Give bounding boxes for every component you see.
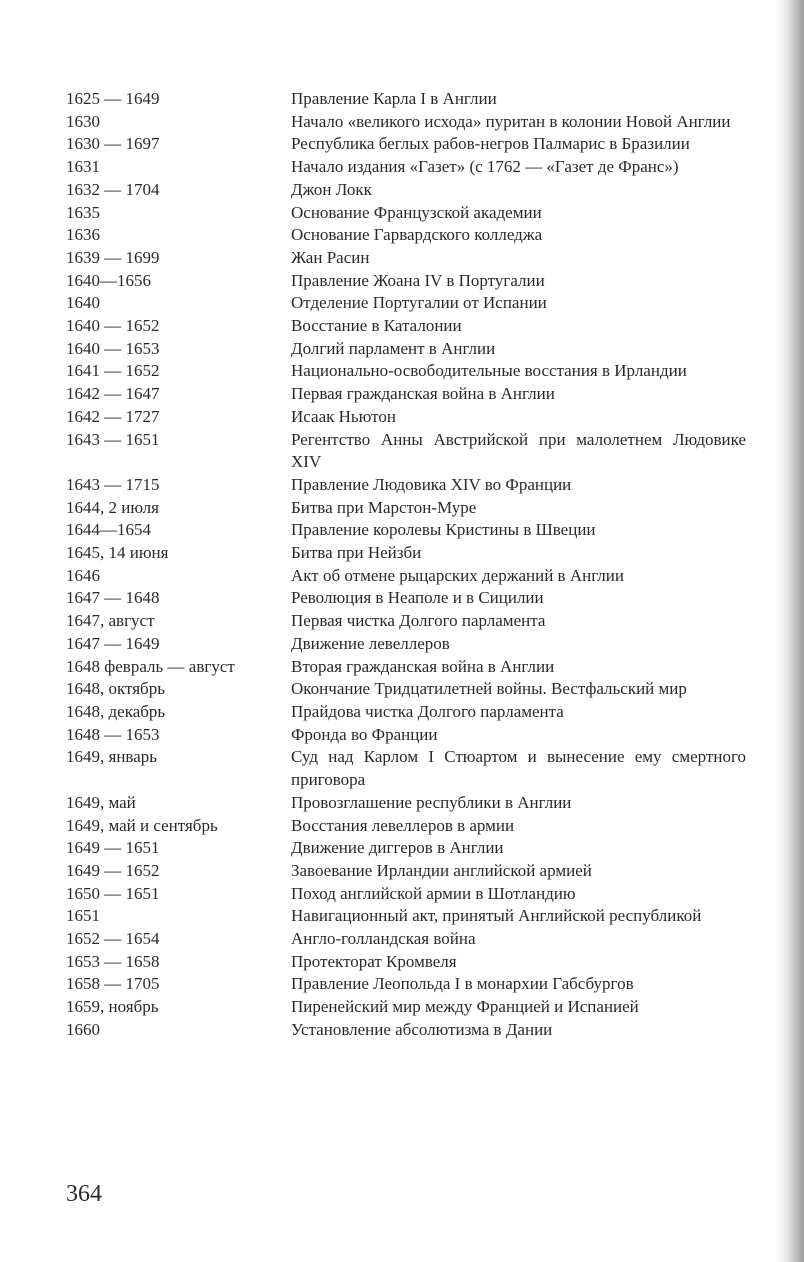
entry-event: Революция в Неаполе и в Сицилии	[291, 588, 544, 608]
entry-date: 1636	[66, 225, 100, 245]
entry-date: 1652 — 1654	[66, 929, 160, 949]
entry-date: 1648 — 1653	[66, 724, 160, 744]
entry-event: Движение левеллеров	[291, 633, 450, 653]
entry-date: 1644, 2 июля	[66, 497, 159, 517]
entry-date: 1649, май и сентябрь	[66, 815, 218, 835]
entry-event: Вторая гражданская война в Англии	[291, 656, 555, 676]
entry-date: 1632 — 1704	[66, 179, 160, 199]
entry-event: Провозглашение республики в Англии	[291, 792, 572, 812]
chronology-entry	[66, 474, 746, 497]
chronology-entry	[66, 701, 746, 724]
chronology-entry	[66, 587, 746, 610]
entry-event: Основание Французской академии	[291, 202, 542, 222]
entry-date: 1648, октябрь	[66, 679, 165, 699]
entry-date: 1649 — 1652	[66, 860, 160, 880]
chronology-entry	[66, 815, 746, 838]
entry-event: Правление Леопольда I в монархии Габсбургов	[291, 974, 634, 994]
entry-date: 1630 — 1697	[66, 134, 160, 154]
entry-date: 1644—1654	[66, 520, 151, 540]
page-number: 364	[66, 1181, 102, 1207]
entry-date: 1642 — 1647	[66, 384, 160, 404]
chronology-entry	[66, 792, 746, 815]
entry-event: Республика беглых рабов-негров Палмарис в Бразилии	[291, 134, 690, 154]
entry-event: Фронда во Франции	[291, 724, 438, 744]
entry-event: Первая чистка Долгого парламента	[291, 611, 546, 631]
entry-date: 1660	[66, 1019, 100, 1039]
entry-date: 1625 — 1649	[66, 89, 160, 108]
chronology-entry	[66, 292, 746, 315]
chronology-entry	[66, 224, 746, 247]
entry-event: Пиренейский мир между Францией и Испанией	[291, 997, 639, 1017]
entry-date: 1640 — 1652	[66, 316, 160, 336]
entry-date: 1639 — 1699	[66, 247, 160, 267]
entry-date: 1651	[66, 906, 100, 926]
entry-event: Исаак Ньютон	[291, 406, 396, 426]
entry-date: 1643 — 1651	[66, 429, 160, 449]
chronology-entry	[66, 519, 746, 542]
entry-event: Начало «великого исхода» пуритан в колонии Новой Англии	[291, 111, 731, 131]
entry-date: 1630	[66, 111, 100, 131]
entry-event: Правление Людовика XIV во Франции	[291, 474, 572, 494]
entry-event: Первая гражданская война в Англии	[291, 384, 555, 404]
chronology-entry	[66, 1019, 746, 1042]
chronology-entry	[66, 88, 746, 111]
chronology-entry	[66, 406, 746, 429]
chronology-entry	[66, 837, 746, 860]
entry-date: 1653 — 1658	[66, 951, 160, 971]
entry-date: 1658 — 1705	[66, 974, 160, 994]
entry-event: Суд над Карлом I Стюартом и вынесение ему смертного приговора	[291, 747, 746, 790]
entry-event: Жан Расин	[291, 247, 370, 267]
chronology-entry	[66, 746, 746, 791]
chronology-entry	[66, 656, 746, 679]
chronology-entry	[66, 383, 746, 406]
entry-event: Битва при Марстон-Муре	[291, 497, 477, 517]
chronology-entry	[66, 270, 746, 293]
chronology-entry	[66, 315, 746, 338]
chronology-table	[66, 88, 746, 1042]
entry-date: 1631	[66, 157, 100, 177]
entry-event: Долгий парламент в Англии	[291, 338, 496, 358]
chronology-entry	[66, 179, 746, 202]
entry-event: Протекторат Кромвеля	[291, 951, 457, 971]
entry-event: Акт об отмене рыцарских держаний в Англии	[291, 565, 624, 585]
entry-date: 1650 — 1651	[66, 883, 160, 903]
entry-event: Прайдова чистка Долгого парламента	[291, 701, 564, 721]
entry-event: Англо-голландская война	[291, 929, 476, 949]
entry-date: 1649, май	[66, 792, 136, 812]
entry-event: Основание Гарвардского колледжа	[291, 225, 543, 245]
entry-event: Правление Жоана IV в Португалии	[291, 270, 545, 290]
chronology-entry	[66, 156, 746, 179]
chronology-entry	[66, 905, 746, 928]
chronology-entry	[66, 883, 746, 906]
entry-date: 1645, 14 июня	[66, 543, 169, 563]
entry-date: 1643 — 1715	[66, 474, 160, 494]
entry-date: 1647, август	[66, 611, 155, 631]
entry-event: Восстание в Каталонии	[291, 316, 462, 336]
entry-event: Битва при Нейзби	[291, 543, 422, 563]
chronology-entry	[66, 360, 746, 383]
entry-date: 1640	[66, 293, 100, 313]
chronology-entry	[66, 202, 746, 225]
entry-event: Регентство Анны Австрийской при малолетнем Людовике XIV	[291, 429, 746, 472]
entry-event: Правление королевы Кристины в Швеции	[291, 520, 596, 540]
chronology-entry	[66, 678, 746, 701]
page-edge-shadow	[774, 0, 804, 1262]
entry-event: Начало издания «Газет» (с 1762 — «Газет де Франс»)	[291, 157, 679, 177]
entry-event: Национально-освободительные восстания в Ирландии	[291, 361, 687, 381]
chronology-entry	[66, 610, 746, 633]
entry-date: 1641 — 1652	[66, 361, 160, 381]
entry-date: 1647 — 1649	[66, 633, 160, 653]
chronology-entry	[66, 429, 746, 474]
entry-date: 1659, ноябрь	[66, 997, 159, 1017]
entry-event: Навигационный акт, принятый Английской республикой	[291, 906, 702, 926]
entry-date: 1646	[66, 565, 100, 585]
entry-event: Установление абсолютизма в Дании	[291, 1019, 553, 1039]
chronology-entry	[66, 133, 746, 156]
chronology-entry	[66, 951, 746, 974]
entry-event: Движение диггеров в Англии	[291, 838, 504, 858]
chronology-entry	[66, 633, 746, 656]
entry-date: 1640—1656	[66, 270, 151, 290]
chronology-entry	[66, 928, 746, 951]
entry-event: Поход английской армии в Шотландию	[291, 883, 576, 903]
chronology-entry	[66, 111, 746, 134]
entry-event: Завоевание Ирландии английской армией	[291, 860, 592, 880]
entry-date: 1648 февраль — август	[66, 656, 235, 676]
chronology-entry	[66, 542, 746, 565]
chronology-entry	[66, 973, 746, 996]
entry-date: 1649, январь	[66, 747, 158, 767]
entry-date: 1635	[66, 202, 100, 222]
entry-event: Джон Локк	[291, 179, 372, 199]
entry-event: Восстания левеллеров в армии	[291, 815, 515, 835]
entry-date: 1640 — 1653	[66, 338, 160, 358]
entry-event: Правление Карла I в Англии	[291, 89, 497, 108]
chronology-entry	[66, 724, 746, 747]
entry-event: Отделение Португалии от Испании	[291, 293, 547, 313]
entry-date: 1647 — 1648	[66, 588, 160, 608]
chronology-entry	[66, 338, 746, 361]
entry-event: Окончание Тридцатилетней войны. Вестфальский мир	[291, 679, 687, 699]
chronology-entry	[66, 860, 746, 883]
chronology-entry	[66, 565, 746, 588]
chronology-entry	[66, 996, 746, 1019]
entry-date: 1649 — 1651	[66, 838, 160, 858]
entry-date: 1648, декабрь	[66, 701, 166, 721]
chronology-entry	[66, 247, 746, 270]
chronology-entry	[66, 497, 746, 520]
entry-date: 1642 — 1727	[66, 406, 160, 426]
